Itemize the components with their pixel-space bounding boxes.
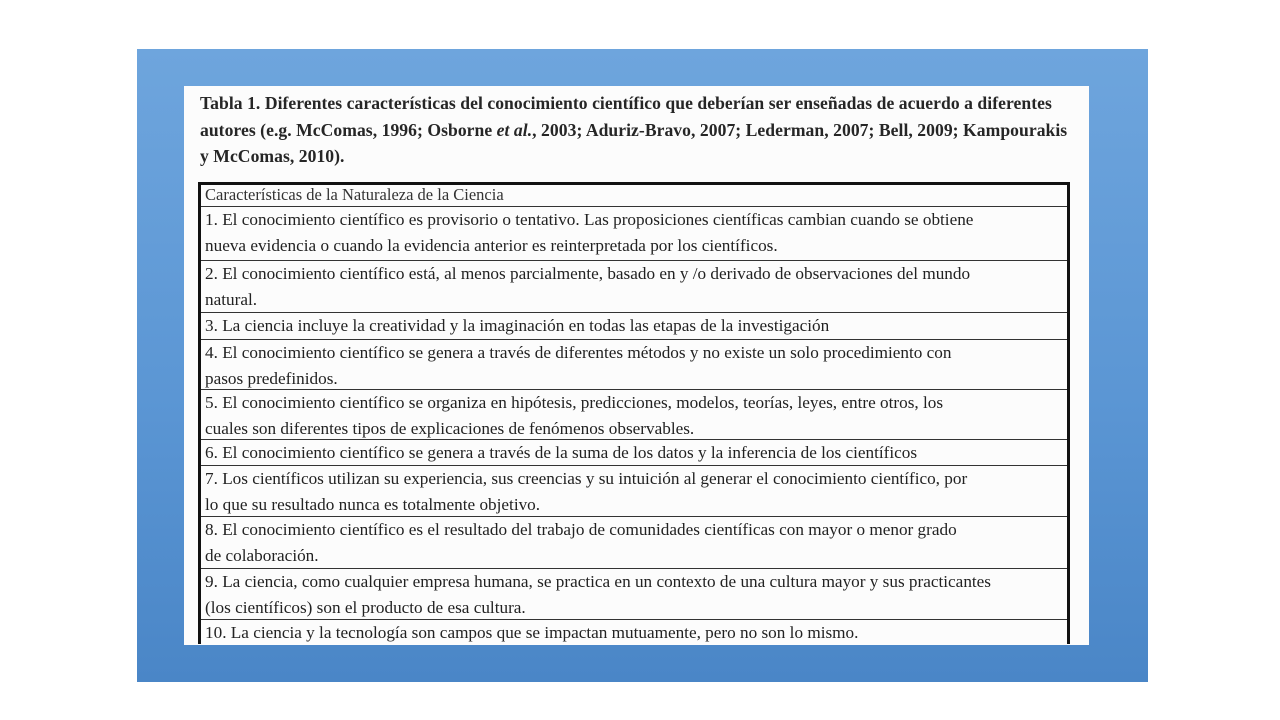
table-caption bbox=[200, 90, 1076, 170]
table-row-6 bbox=[201, 440, 1067, 466]
row-line-1: 1. El conocimiento científico es provisorio o tentativo. Las proposiciones científicas cambian cuando se obtiene bbox=[205, 210, 974, 229]
table-row-8 bbox=[201, 517, 1067, 569]
caption-part-1: Tabla 1. Diferentes características del conocimiento científico que deberían ser enseñadas de acuerdo a diferentes autores (e.g. McComas, 1996; Osborne bbox=[200, 93, 1052, 140]
row-line-1: 6. El conocimiento científico se genera a través de la suma de los datos y la inferencia de los científicos bbox=[205, 443, 918, 462]
row-line-2: de colaboración. bbox=[205, 546, 319, 565]
table-row-9 bbox=[201, 569, 1067, 620]
row-line-1: 5. El conocimiento científico se organiza en hipótesis, predicciones, modelos, teorías, leyes, entre otros, los bbox=[205, 393, 944, 412]
row-line-2: cuales son diferentes tipos de explicaciones de fenómenos observables. bbox=[205, 419, 695, 438]
row-line-2: lo que su resultado nunca es totalmente objetivo. bbox=[205, 495, 541, 514]
row-line-1: 3. La ciencia incluye la creatividad y la imaginación en todas las etapas de la investigación bbox=[205, 316, 830, 335]
characteristics-table bbox=[198, 182, 1070, 644]
row-line-2: (los científicos) son el producto de esa cultura. bbox=[205, 598, 526, 617]
row-line-2: pasos predefinidos. bbox=[205, 369, 338, 388]
caption-et-al: et al. bbox=[496, 119, 533, 140]
row-line-1: 7. Los científicos utilizan su experiencia, sus creencias y su intuición al generar el conocimiento científico, por bbox=[205, 469, 968, 488]
row-line-1: 2. El conocimiento científico está, al menos parcialmente, basado en y /o derivado de observaciones del mundo bbox=[205, 264, 971, 283]
row-line-1: 8. El conocimiento científico es el resultado del trabajo de comunidades científicas con mayor o menor grado bbox=[205, 520, 957, 539]
table-row-3 bbox=[201, 313, 1067, 340]
row-line-1: 10. La ciencia y la tecnología son campos que se impactan mutuamente, pero no son lo mismo. bbox=[205, 623, 859, 642]
row-line-1: 4. El conocimiento científico se genera a través de diferentes métodos y no existe un solo procedimiento con bbox=[205, 343, 952, 362]
table-row-1 bbox=[201, 207, 1067, 261]
table-row-4 bbox=[201, 340, 1067, 390]
table-row-7 bbox=[201, 466, 1067, 517]
caption-part-2: , 2003; Aduriz-Bravo, 2007; Lederman, 2007; Bell, 2009; Kampourakis y McComas, 2010). bbox=[200, 119, 1068, 166]
scanned-table-image bbox=[184, 86, 1089, 645]
row-line-2: natural. bbox=[205, 290, 258, 309]
table-row-5 bbox=[201, 390, 1067, 440]
table-header bbox=[201, 185, 1067, 207]
table-row-2 bbox=[201, 261, 1067, 313]
table-header-text: Características de la Naturaleza de la Ciencia bbox=[205, 185, 504, 204]
table-row-10 bbox=[201, 620, 1067, 644]
row-line-2: nueva evidencia o cuando la evidencia anterior es reinterpretada por los científicos. bbox=[205, 236, 778, 255]
row-line-1: 9. La ciencia, como cualquier empresa humana, se practica en un contexto de una cultura mayor y sus practicantes bbox=[205, 572, 992, 591]
